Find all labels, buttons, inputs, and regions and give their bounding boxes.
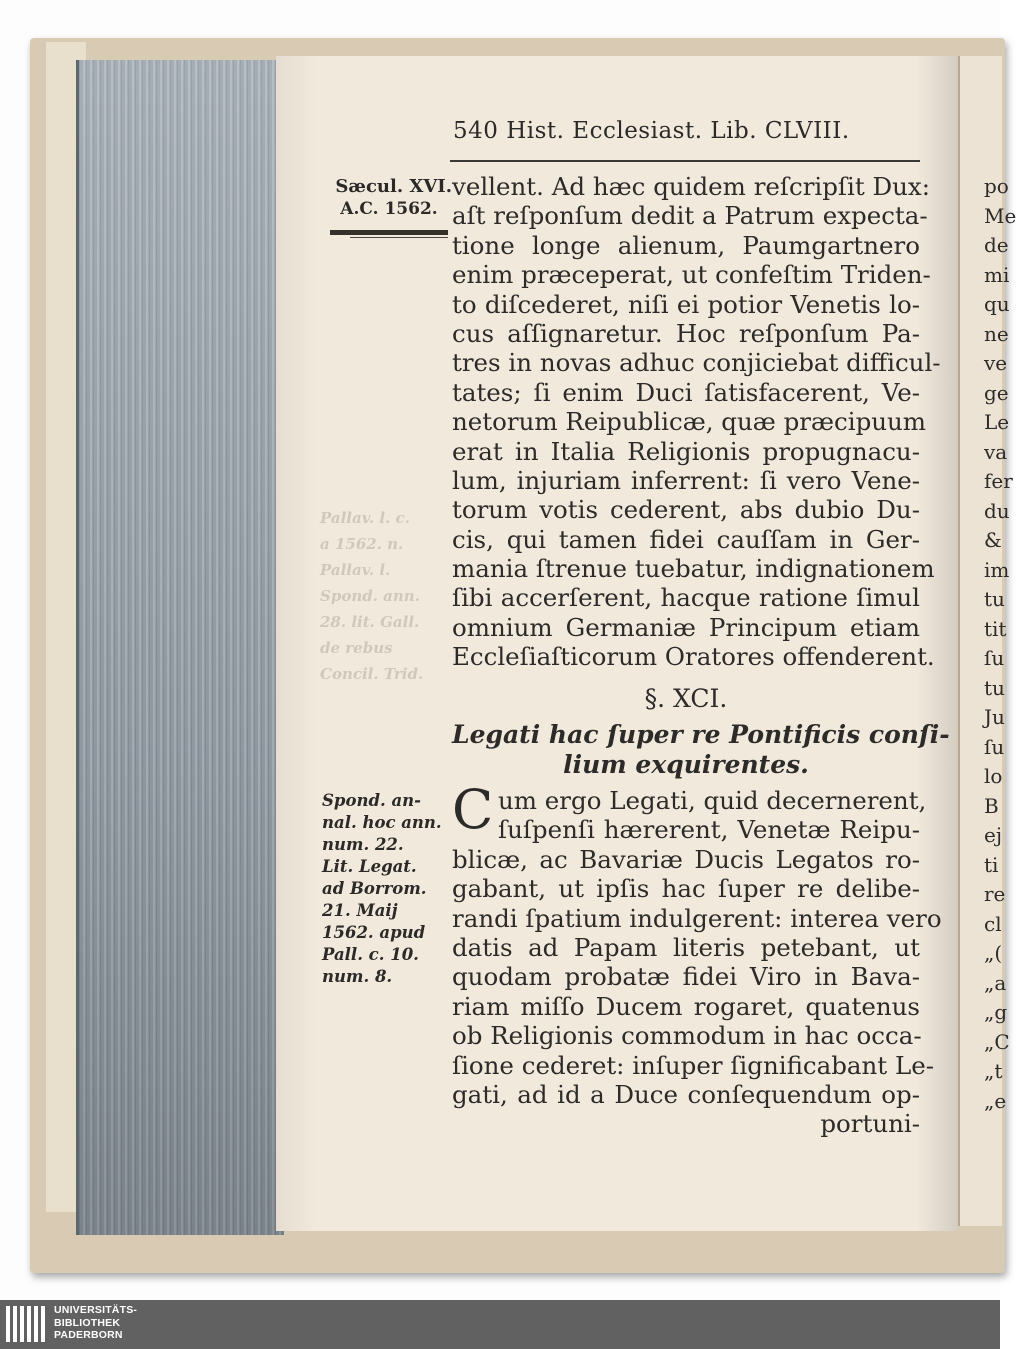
margin-note-citation	[322, 790, 450, 988]
next-page-line-fragment: &	[984, 528, 1002, 552]
next-page-line-fragment: tu	[984, 675, 1005, 700]
next-page-line-fragment: tit	[984, 616, 1007, 641]
text-line: mania ſtrenue tuebatur, indignationem	[452, 554, 935, 584]
summary-line-2: lium exquirentes.	[563, 750, 809, 779]
text-line: ſuſpenſi hærerent, Venetæ Reipu-	[498, 815, 920, 845]
library-name-line-2: BIBLIOTHEK	[54, 1316, 121, 1329]
next-page-line-fragment: tu	[984, 587, 1005, 611]
margin-note-line: 1562. apud	[322, 923, 426, 942]
text-line: um ergo Legati, quid decernerent,	[498, 786, 927, 815]
margin-rule	[330, 230, 448, 235]
next-page-line-fragment: ve	[984, 351, 1008, 375]
next-page-line-fragment: du	[984, 498, 1010, 523]
library-footer	[0, 1300, 1000, 1349]
text-line: riam miſſo Ducem rogaret, quatenus	[452, 991, 920, 1021]
margin-note-line: num. 8.	[322, 967, 393, 986]
text-line: gabant, ut ipſis hac ſuper re delibe-	[452, 874, 920, 904]
drop-capital: C	[452, 778, 494, 841]
text-line: ob Religionis commodum in hac occa-	[452, 1021, 922, 1051]
page-block-edges	[76, 60, 284, 1235]
next-page-line-fragment: ſu	[984, 646, 1005, 670]
text-line: tates; ſi enim Duci ſatisfacerent, Ve-	[452, 377, 920, 407]
next-page-line-fragment: im	[984, 557, 1010, 582]
text-line: datis ad Papam literis petebant, ut	[452, 932, 920, 962]
text-line: gati, ad id a Duce conſequendum op-	[452, 1079, 920, 1109]
next-page-line-fragment: „C	[984, 1029, 1010, 1054]
margin-note-line: Pall. c. 10.	[322, 945, 419, 964]
next-page-line-fragment: ti	[984, 852, 999, 877]
text-line: erat in Italia Religionis propugnacu-	[452, 436, 920, 466]
text-line: cis, qui tamen fidei cauſſam in Ger-	[452, 524, 920, 554]
margin-note-line: ad Borrom.	[322, 879, 427, 898]
next-page-line-fragment: ej	[984, 823, 1003, 847]
library-name-line-3: PADERBORN	[54, 1329, 123, 1341]
section-heading: §. XCI.	[644, 684, 728, 713]
next-page-line-fragment: ge	[984, 380, 1009, 405]
margin-year	[326, 176, 452, 220]
next-page-line-fragment: po	[984, 174, 1009, 198]
text-line: torum votis cederent, abs dubio Du-	[452, 495, 920, 525]
text-line: randi ſpatium indulgerent: interea vero	[452, 903, 942, 933]
next-page-line-fragment: mi	[984, 262, 1010, 287]
text-line: quodam probatæ fidei Viro in Bava-	[452, 962, 920, 992]
margin-anno: A.C. 1562.	[340, 199, 438, 219]
summary-line-1: Legati hac ſuper re Pontificis conſi-	[452, 720, 950, 749]
text-line: lum, injuriam inferrent: ſi vero Vene-	[452, 465, 920, 495]
paragraph-2	[452, 786, 942, 1139]
margin-note-line: num. 22.	[322, 835, 404, 854]
text-line: cus aſſignaretur. Hoc reſponſum Pa-	[452, 318, 920, 348]
text-line: vellent. Ad hæc quidem reſcripſit Dux:	[452, 172, 930, 201]
catchword: portuni-	[820, 1109, 920, 1139]
next-page-line-fragment: „g	[984, 1000, 1008, 1024]
next-page-line-fragment: Ju	[984, 705, 1005, 729]
next-page-line-fragment: qu	[984, 292, 1010, 316]
next-page-line-fragment: Le	[984, 410, 1010, 434]
text-line: tres in novas adhuc conjiciebat difficul-	[452, 348, 941, 378]
logo-bar	[6, 1306, 10, 1342]
next-page-line-fragment: lo	[984, 764, 1003, 788]
next-page-line-fragment: ſu	[984, 734, 1005, 759]
library-name	[54, 1304, 137, 1342]
next-page-line-fragment: „e	[984, 1088, 1007, 1113]
paragraph-1	[452, 172, 941, 672]
section-summary	[452, 720, 950, 780]
text-line: ſibi accerſerent, hacque ratione ſimul	[452, 583, 920, 613]
logo-bar	[13, 1306, 17, 1342]
next-page-line-fragment: ne	[984, 321, 1009, 346]
margin-saeculum: Sæcul. XVI.	[335, 176, 452, 197]
right-page-edge	[958, 56, 1016, 1226]
next-page-line-fragment: de	[984, 233, 1009, 257]
margin-note-line: nal. hoc ann.	[322, 813, 442, 832]
next-page-fragments	[960, 172, 1016, 1116]
logo-bar	[20, 1306, 24, 1342]
logo-bar	[27, 1306, 31, 1342]
next-page-line-fragment: „t	[984, 1059, 1003, 1083]
text-line: netorum Reipublicæ, quæ præcipuum	[452, 407, 927, 437]
bleed-through-text: Pallav. l. c. a 1562. n. Pallav. l. Spond. ann. 28. lit. Gall. de rebus Concil. Trid.	[320, 509, 424, 683]
library-logo-icon	[6, 1306, 48, 1342]
next-page-line-fragment: va	[984, 439, 1008, 464]
next-page-line-fragment: re	[984, 882, 1006, 906]
text-line: tione longe alienum, Paumgartnero	[452, 230, 920, 260]
running-head: 540 Hist. Ecclesiast. Lib. CLVIII.	[453, 118, 850, 144]
text-line: Eccleſiaſticorum Oratores offenderent.	[452, 642, 935, 672]
margin-note-line: Lit. Legat.	[322, 857, 417, 876]
logo-bar	[41, 1306, 45, 1342]
text-line: blicæ, ac Bavariæ Ducis Legatos ro-	[452, 844, 920, 874]
text-line: aſt reſponſum dedit a Patrum expecta-	[452, 201, 928, 231]
next-page-line-fragment: cl	[984, 911, 1002, 936]
margin-note-line: 21. Maij	[322, 901, 398, 920]
next-page-line-fragment: fer	[984, 469, 1013, 493]
next-page-line-fragment: B	[984, 793, 999, 818]
text-line: omnium Germaniæ Principum etiam	[452, 612, 920, 642]
text-line: enim præceperat, ut confeſtim Triden-	[452, 260, 931, 290]
header-rule	[450, 160, 920, 162]
margin-note-line: Spond. an-	[322, 791, 422, 810]
margin-rule-thin	[350, 237, 448, 238]
next-page-line-fragment: „(	[984, 941, 1003, 965]
library-name-line-1: UNIVERSITÄTS-	[54, 1304, 138, 1316]
next-page-line-fragment: „a	[984, 970, 1007, 995]
text-line: to diſcederet, niſi ei potior Venetis lo-	[452, 289, 920, 319]
logo-bar	[34, 1306, 38, 1342]
next-page-line-fragment: Me	[984, 203, 1016, 228]
text-line: ſione cederet: inſuper ſignificabant Le-	[452, 1050, 934, 1080]
